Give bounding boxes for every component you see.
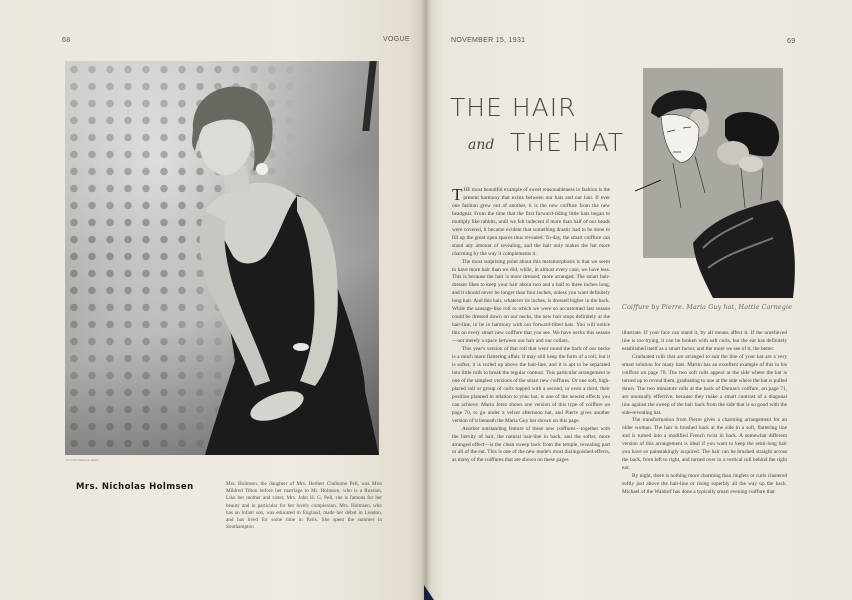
headline-line-1: THE HAIR <box>450 93 577 122</box>
article-column-2 <box>622 330 787 497</box>
next-page-corner <box>424 585 434 600</box>
paragraph: The most surprising point about this metamorphosis is that we seem to have more hair than we did, while, in almost every case, we have less. This is because the hair is more dressed, more arranged. The smart hair-dresser likes to keep your hair about two and a half to three inches long, and it should never be longer than four inches, unless you want definitely long hair. And this hair, whatever its inches, is dressed higher in the back. While the sausage-like roll to which we were so accustomed last season could be dressed down on our necks, the new hair stops definitely at the hair-line, to be in harmony with our forward-tilted hats. You will notice this on every smart new coiffure that you see. We have necks this season—not merely a space between our hair and our collars. <box>452 258 610 345</box>
paragraph: The transformation from Pierre gives a charming arrangement for an older woman. The hair is brushed back at the side in a soft, flattering line and is turned into a modified French twist in back. A somewhat different version of this arrangement is ideal if you want to keep the semi-long hair you have so painstakingly acquired. The hair can be brushed straight across the back, from left to right, and turned over in a vertical roll behind the right ear. <box>622 417 787 472</box>
gutter <box>421 0 431 600</box>
illustration-caption: Coiffure by Pierre. Maria Guy hat, Hattie Carnegie <box>622 303 792 311</box>
paragraph: illustrate. If your face can stand it, by all means affect it. If the unrelieved line is too trying, it can be broken with soft curls, but the ear has definitely established itself as a smart factor, and the more we see of it, the better. <box>622 330 787 352</box>
page-number-right: 69 <box>787 38 796 45</box>
paragraph-text: HE most beautiful example of sweet reasonableness in fashion is the present harmony that exists between our hats and our hair. If ever one fashion grew out of another, it is the new coiffure from the new headgear. From the time that the first forward-riding little hats began to multiply like rabbits, until we felt indecent if more than half of our heads were covered, it became evident that something drastic had to be done to fill up the great open spaces thus revealed. To-day, the smart coiffure can stand any amount of revealing, and the hair only makes the hat more charming by the way it complements it. <box>452 187 611 257</box>
hat-sketch <box>633 68 793 298</box>
woman-figure <box>65 61 379 455</box>
running-head-date: NOVEMBER 15, 1931 <box>451 37 526 44</box>
photo-credit: HOYNINGEN-HUENE <box>66 458 99 462</box>
paragraph: This year's version of that roll that went round the back of our necks is a much more flattering affair. It may still keep the form of a roll, but it is softer, it is curled up above the hair-line, and it is apt to be separated into little rolls to break the regular contour. This particular arrangement is one of the simplest versions of the smart new coiffures. Or one soft, high-placed roll or group of curls topped with a second, or even a third, their position planned in relation to your hat, is one of the newest effects you can achieve. Mario Jerez shows one version of this type of coiffure on page 70, to go under a velvet afternoon hat, and Pierre gives another version of it beneath the Maria Guy hat shown on this page. <box>452 346 610 424</box>
paragraph: By night, there is nothing more charming than ringlets or curls clustered softly just above the hair-line or rising superbly all the way up the back. Michael of the Waldorf has done a typically smart evening coiffure that <box>622 473 787 496</box>
article-column-1 <box>452 187 610 465</box>
paragraph: Another outstanding feature of these new coiffures—together with the brevity of hair, the natural hair-line in back, and the softer, more arranged effect—is the clean sweep back from the temple, revealing part or all of the ear. This is one of the new mode's most distinguished effects, as many of the coiffures that are shown on these pages <box>452 425 610 464</box>
drop-cap: T <box>452 185 463 204</box>
caption-body: Mrs. Holmsen, the daughter of Mrs. Herbert Claiborne Pell, was Miss Mildred Tilton before her marriage to Mr. Holmsen, who is a Russian. Like her mother and sister, Mrs. John H. G. Pell, she is famous for her beauty and in particular for her lovely complexion. Mrs. Holmsen, who has an infant son, was educated in England, made her début in London, and has lived for some time in Paris. She spent the summer in Southampton <box>226 481 382 531</box>
headline-line-2: THE HAT <box>510 128 625 157</box>
fashion-illustration <box>643 68 783 258</box>
portrait-photo <box>65 61 379 455</box>
headline-connector: and <box>468 137 495 153</box>
page-number-left: 68 <box>62 37 71 44</box>
paragraph: Graduated rolls that are arranged to suit the line of your hat are a very smart solution for many hats. Martin has an excellent example of this in his coiffure on page 70. The two soft rolls appear at the side where the hat is turned up to reveal them, graduating to one at the side where the hat is pulled down. The two miniature rolls at the back of Dumas's coiffure, on page 71, are unusually effective, because they make a smart contrast of a diagonal line against the sweep of the hair back from the side that is so good with the side-revealing hat. <box>622 353 788 416</box>
caption-name: Mrs. Nicholas Holmsen <box>76 482 194 492</box>
paragraph <box>452 187 610 259</box>
running-head-vogue: VOGUE <box>383 36 410 43</box>
